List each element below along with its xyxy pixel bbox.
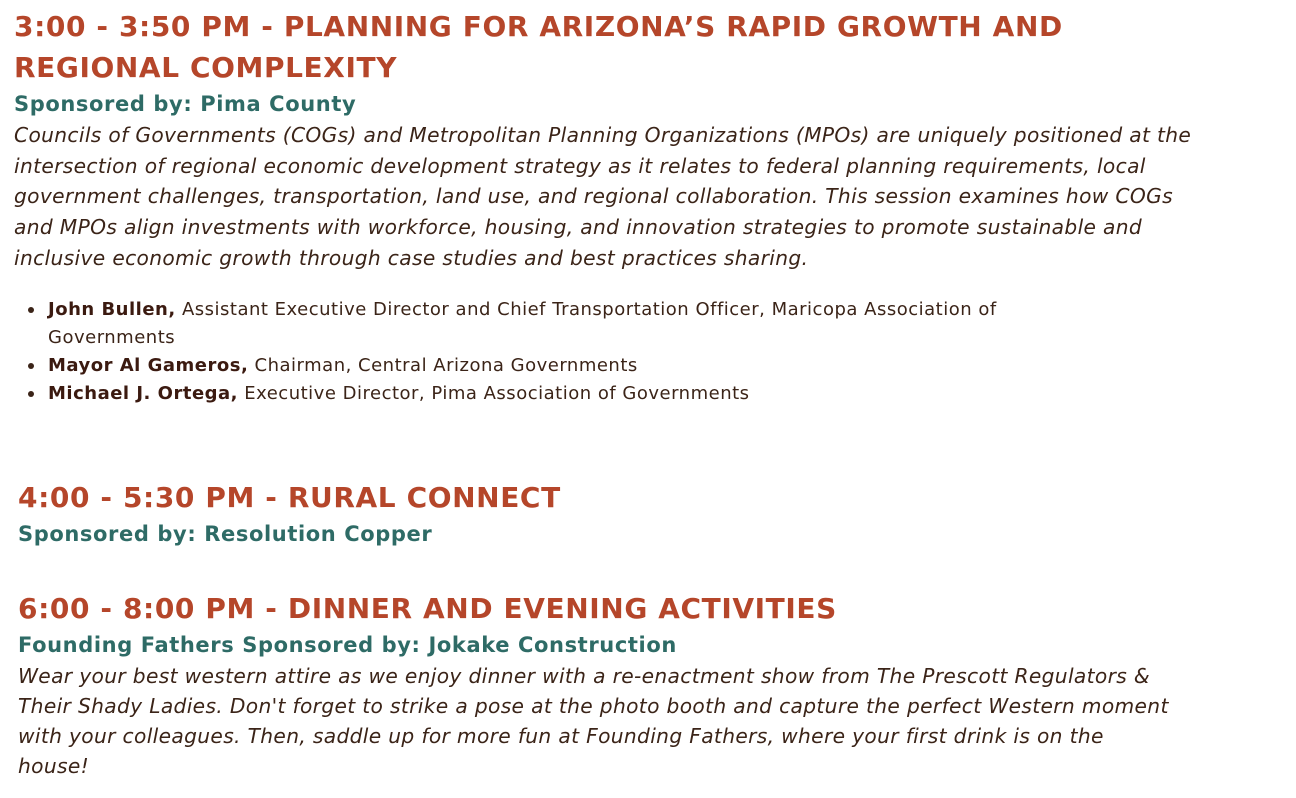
speaker-item [48,352,1118,380]
session-description: Councils of Governments (COGs) and Metropolitan Planning Organizations (MPOs) are uniquely positioned at the intersection of regional economic development strategy as it relates to federal planning requirements, local government challenges, transportation, land use, and regional collaboration. This session examines how COGs and MPOs align investments with workforce, housing, and innovation strategies to promote sustainable and inclusive economic growth through case studies and best practices sharing. [14,123,1192,270]
speaker-name: Michael J. Ortega, [48,382,239,404]
speaker-list [14,296,1254,408]
speaker-item [48,296,1118,352]
session-title: 6:00 - 8:00 PM - DINNER AND EVENING ACTIVITIES [18,592,837,625]
session-dinner [18,588,1258,781]
speaker-name: John Bullen, [48,298,176,320]
bullet-icon [28,391,34,397]
session-sponsor: Sponsored by: Pima County [14,92,357,116]
session-rural-connect [18,477,1258,550]
speaker-role: Assistant Executive Director and Chief Transportation Officer, Maricopa Association of Governments [48,298,997,348]
speaker-role: Chairman, Central Arizona Governments [254,354,638,376]
session-sponsor: Founding Fathers Sponsored by: Jokake Construction [18,633,677,657]
speaker-item [48,380,1118,408]
bullet-icon [28,307,34,313]
session-title: 3:00 - 3:50 PM - PLANNING FOR ARIZONA’S RAPID GROWTH AND REGIONAL COMPLEXITY [14,10,1063,84]
session-title: 4:00 - 5:30 PM - RURAL CONNECT [18,481,561,514]
session-description: Wear your best western attire as we enjoy dinner with a re-enactment show from The Prescott Regulators & Their Shady Ladies. Don't forget to strike a pose at the photo booth and capture the perfect Western moment with your colleagues. Then, saddle up for more fun at Founding Fathers, where your first drink is on the house! [18,664,1169,778]
session-sponsor: Sponsored by: Resolution Copper [18,522,433,546]
speaker-role: Executive Director, Pima Association of Governments [244,382,750,404]
bullet-icon [28,363,34,369]
speaker-name: Mayor Al Gameros, [48,354,249,376]
session-planning [14,6,1254,408]
